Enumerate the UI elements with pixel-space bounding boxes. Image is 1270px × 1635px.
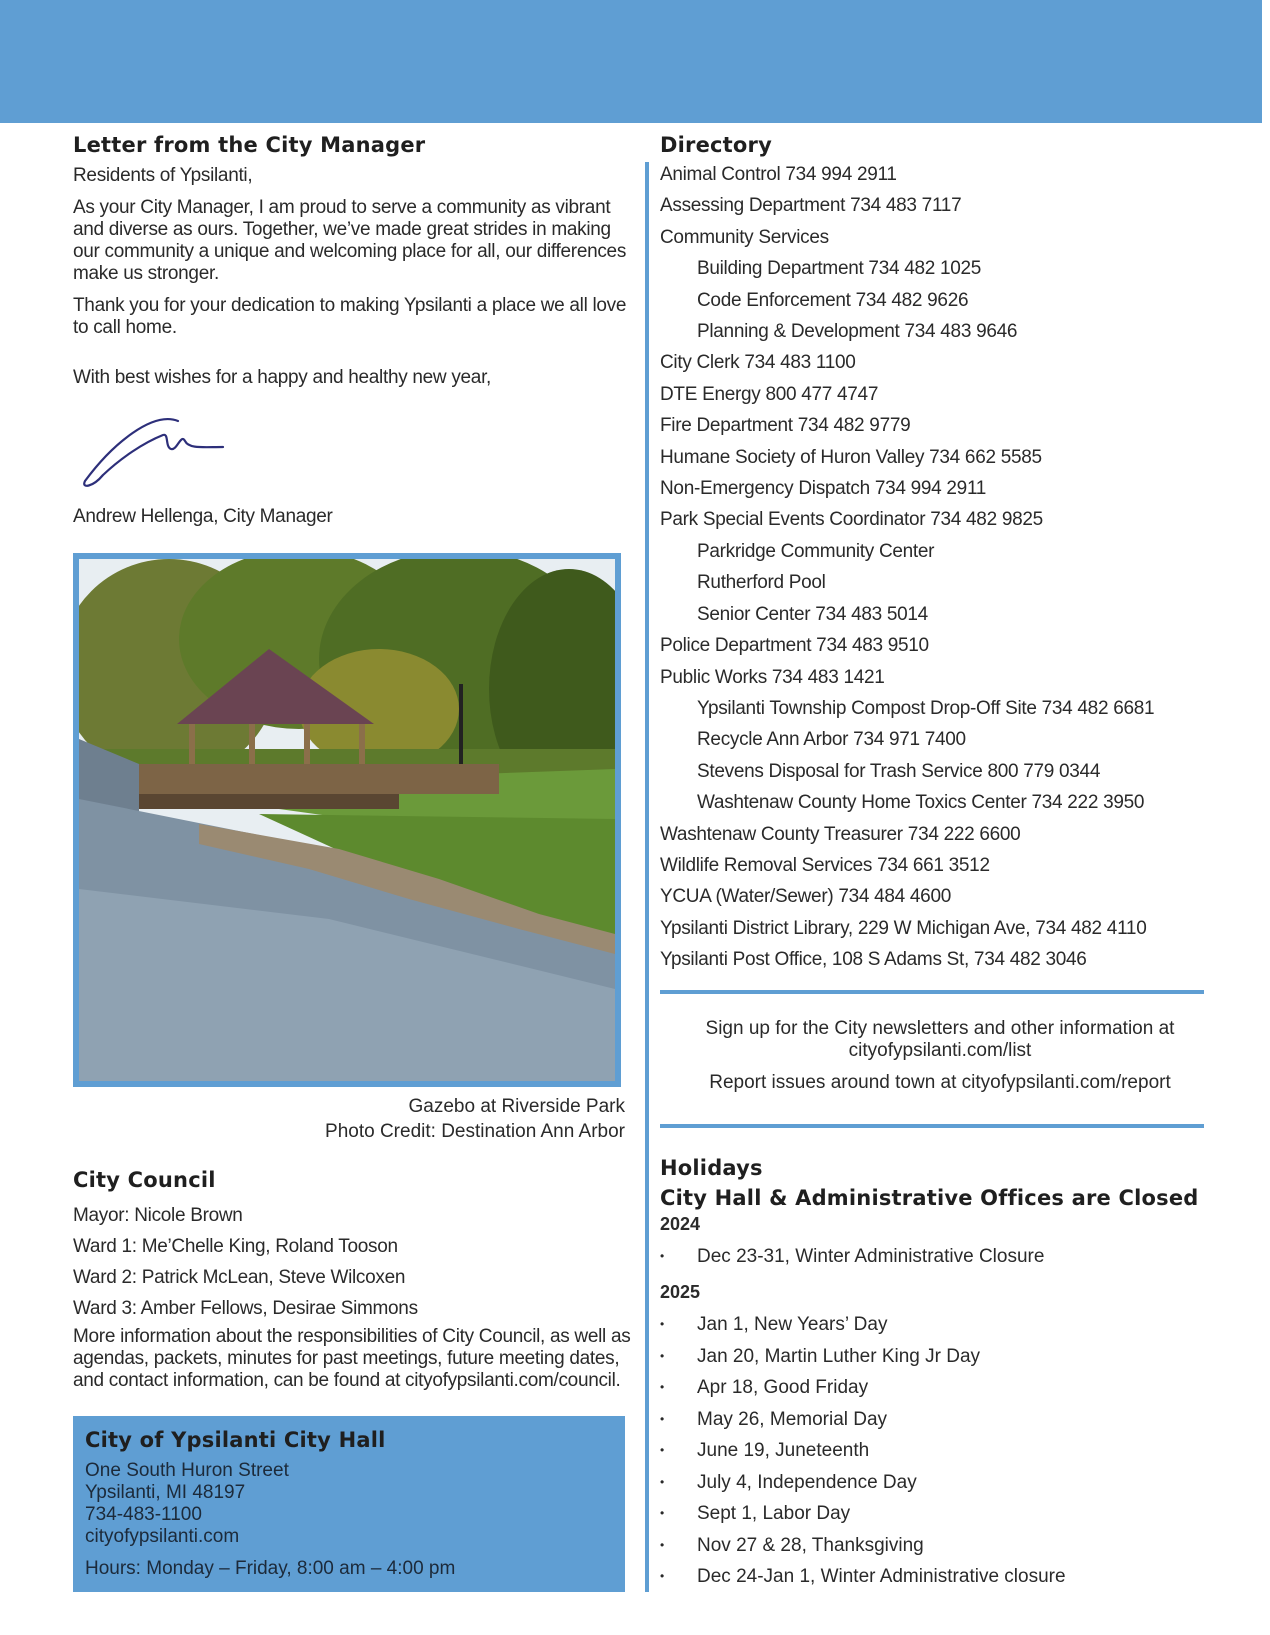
report-issues: Report issues around town at cityofypsilanti.com/report [709,1071,1171,1093]
directory-item: City Clerk 734 483 1100 [660,352,856,374]
directory-item: Police Department 734 483 9510 [660,635,929,657]
directory-item: Senior Center 734 483 5014 [697,603,928,625]
directory-heading: Directory [660,133,772,157]
holiday-item: • Jan 20, Martin Luther King Jr Day [660,1341,1220,1373]
council-member: Ward 2: Patrick McLean, Steve Wilcoxen [73,1267,406,1288]
letter-signer: Andrew Hellenga, City Manager [73,506,333,527]
letter-paragraph-2: Thank you for your dedication to making Ypsilanti a place we all love to call home. [73,295,627,338]
directory-item: Fire Department 734 482 9779 [660,415,911,437]
council-member: Mayor: Nicole Brown [73,1205,243,1226]
directory-item: Community Services [660,226,829,248]
directory-item: Public Works 734 483 1421 [660,666,885,688]
directory-item: Planning & Development 734 483 9646 [697,321,1018,343]
directory-item: Building Department 734 482 1025 [697,258,982,280]
photo-credit: Photo Credit: Destination Ann Arbor [325,1121,625,1142]
council-info: More information about the responsibilities of City Council, as well as agendas, packets, minutes for past meetings, future meeting dates, and contact information, can be found at cityofypsilanti.com/council. [73,1326,631,1391]
divider-line [660,1124,1204,1128]
directory-item: Non-Emergency Dispatch 734 994 2911 [660,478,987,500]
left-column [73,133,633,1392]
directory-item: Humane Society of Huron Valley 734 662 5585 [660,446,1042,468]
directory-item: Stevens Disposal for Trash Service 800 779 0344 [697,760,1101,782]
header-band [0,0,1262,123]
directory-item: Rutherford Pool [697,572,826,594]
holiday-year: 2024 [660,1213,701,1234]
city-hall-website: cityofypsilanti.com [85,1526,240,1547]
directory-item: Animal Control 734 994 2911 [660,164,897,185]
city-hall-city: Ypsilanti, MI 48197 [85,1482,246,1503]
right-column [660,133,1220,1593]
letter-closing: With best wishes for a happy and healthy new year, [73,367,492,388]
directory-item: Code Enforcement 734 482 9626 [697,289,969,311]
directory-item: Park Special Events Coordinator 734 482 9825 [660,509,1043,531]
directory-item: Ypsilanti Township Compost Drop-Off Site 734 482 6681 [697,697,1155,719]
directory-item: Wildlife Removal Services 734 661 3512 [660,854,990,876]
directory-item: YCUA (Water/Sewer) 734 484 4600 [660,886,951,908]
directory-item: Ypsilanti District Library, 229 W Michigan Ave, 734 482 4110 [660,917,1147,939]
holiday-item: • June 19, Juneteenth [660,1435,1220,1467]
directory-item: Ypsilanti Post Office, 108 S Adams St, 734 482 3046 [660,949,1087,971]
directory-item: Parkridge Community Center [697,540,935,562]
city-hall-heading: City of Ypsilanti City Hall [85,1428,386,1452]
letter-paragraph-1: As your City Manager, I am proud to serve a community as vibrant and diverse as ours. Together, we’ve made great strides in making our community a unique and welcoming place for all, our differences make us stronger. [73,197,627,284]
directory-list [660,159,1220,976]
holiday-item: • Jan 1, New Years’ Day [660,1309,1220,1341]
council-member: Ward 3: Amber Fellows, Desirae Simmons [73,1298,418,1319]
holiday-year: 2025 [660,1282,701,1303]
gazebo-photo [73,553,621,1087]
column-divider [645,162,649,1592]
divider-line [660,990,1204,994]
letter-heading: Letter from the City Manager [73,133,426,157]
directory-item: Washtenaw County Home Toxics Center 734 222 3950 [697,792,1145,814]
holidays-heading: Holidays [660,1155,763,1180]
council-heading: City Council [73,1168,216,1192]
directory-item: Assessing Department 734 483 7117 [660,195,962,217]
photo-caption: Gazebo at Riverside Park [408,1096,625,1117]
city-hall-hours: Hours: Monday – Friday, 8:00 am – 4:00 pm [85,1558,456,1579]
directory-item: DTE Energy 800 477 4747 [660,383,879,405]
signature-image [73,403,233,493]
holiday-item: • July 4, Independence Day [660,1467,1220,1499]
holiday-item: • Nov 27 & 28, Thanksgiving [660,1530,1220,1562]
city-hall-phone: 734-483-1100 [85,1504,202,1525]
letter-greeting: Residents of Ypsilanti, [73,165,253,186]
holiday-item: • Sept 1, Labor Day [660,1498,1220,1530]
newsletter-signup: Sign up for the City newsletters and other information at cityofypsilanti.com/list [705,1017,1175,1061]
council-member: Ward 1: Me’Chelle King, Roland Tooson [73,1236,398,1257]
holiday-item: • Apr 18, Good Friday [660,1372,1220,1404]
holidays-subheading: City Hall & Administrative Offices are Closed [660,1185,1199,1210]
holiday-item: • Dec 23-31, Winter Administrative Closure [660,1241,1220,1273]
directory-item: Recycle Ann Arbor 734 971 7400 [697,729,966,751]
city-hall-street: One South Huron Street [85,1460,289,1481]
holiday-item: • May 26, Memorial Day [660,1404,1220,1436]
city-hall-box [73,1416,625,1592]
directory-item: Washtenaw County Treasurer 734 222 6600 [660,823,1021,845]
holiday-item: • Dec 24-Jan 1, Winter Administrative closure [660,1561,1220,1593]
